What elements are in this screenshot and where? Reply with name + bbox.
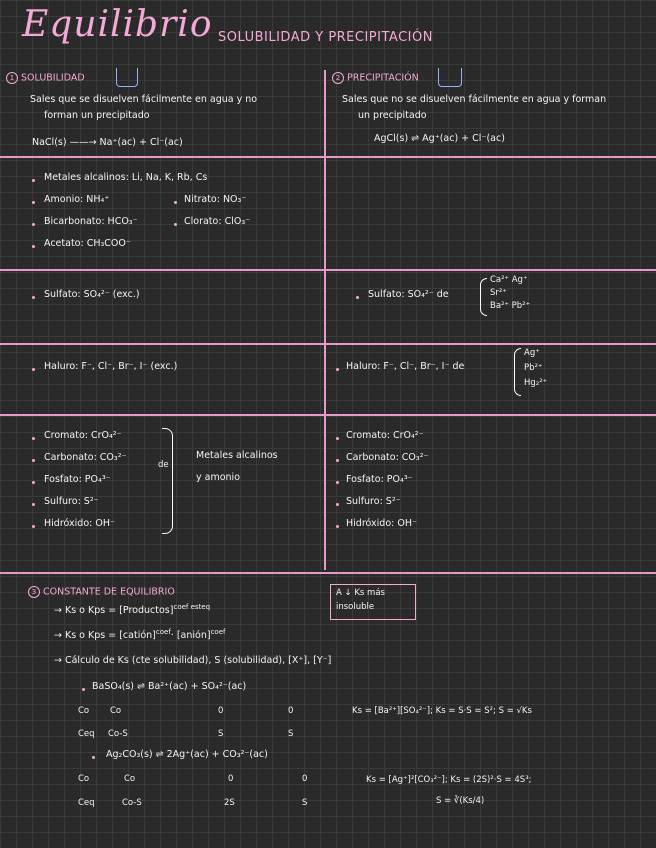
ceq-value-1: Co-S [108, 729, 128, 739]
bullet [32, 503, 35, 506]
note-line-2: insoluble [336, 602, 375, 612]
bullet [32, 201, 35, 204]
precipitacion-desc-2: un precipitado [358, 110, 427, 121]
divider-3 [0, 343, 656, 345]
note-line-1: A ↓ Ks más [336, 588, 385, 598]
zero-2a: 0 [228, 774, 234, 784]
ks-result-2: Ks = [Ag⁺]²[CO₃²⁻]; Ks = (2S)²·S = 4S³; [366, 775, 532, 785]
solubilidad-desc-2: forman un precipitado [44, 110, 150, 121]
section-number-2: 2 [332, 72, 344, 84]
haluro-ion-2: Pb²⁺ [524, 363, 543, 373]
zero-1a: 0 [218, 706, 224, 716]
y-amonio-label: y amonio [196, 472, 241, 483]
carbonato-right: Carbonato: CO₃²⁻ [346, 452, 429, 463]
metales-alcalinos: Metales alcalinos: Li, Na, K, Rb, Cs [44, 172, 208, 183]
bullet [336, 368, 339, 371]
group-bracket [162, 428, 173, 534]
acetato: Acetato: CH₃COO⁻ [44, 238, 131, 249]
co-label-1: Co [78, 706, 90, 716]
page-subtitle: SOLUBILIDAD Y PRECIPITACIÓN [218, 30, 433, 45]
beaker-dissolved-icon [116, 68, 138, 87]
sulfuro-right: Sulfuro: S²⁻ [346, 496, 401, 507]
sulfato-left: Sulfato: SO₄²⁻ (exc.) [44, 289, 140, 300]
sulfato-ions-3: Ba²⁺ Pb²⁺ [490, 301, 531, 311]
co-label-2: Co [78, 774, 90, 784]
bullet [32, 245, 35, 248]
two-s: 2S [224, 798, 235, 808]
clorato: Clorato: ClO₃⁻ [184, 216, 251, 227]
metales-alcalinos-label: Metales alcalinos [196, 450, 278, 461]
bullet [336, 503, 339, 506]
precipitacion-heading: 2 PRECIPITACIÓN [332, 72, 419, 84]
column-divider [324, 70, 326, 570]
bullet [32, 296, 35, 299]
bullet [174, 223, 177, 226]
ceq-label-2: Ceq [78, 798, 95, 808]
ceq-label-1: Ceq [78, 729, 95, 739]
constante-heading: 3 CONSTANTE DE EQUILIBRIO [28, 586, 175, 598]
co-value-1: Co [110, 706, 122, 716]
ks-result-1: Ks = [Ba²⁺][SO₄²⁻]; Ks = S·S = S²; S = √Ks [352, 706, 532, 716]
bullet [32, 525, 35, 528]
sulfato-ions-1: Ca²⁺ Ag⁺ [490, 275, 528, 285]
bullet [32, 223, 35, 226]
hidroxido-left: Hidróxido: OH⁻ [44, 518, 115, 529]
ks-formula-1: → Ks o Kps = [Productos]$^{coef esteq}$ [54, 603, 211, 617]
s-2b: S [302, 798, 308, 808]
bullet [82, 688, 85, 691]
s-1a: S [218, 729, 224, 739]
carbonato-left: Carbonato: CO₃²⁻ [44, 452, 127, 463]
solubilidad-equation: NaCl(s) ——→ Na⁺(ac) + Cl⁻(ac) [32, 137, 183, 148]
calculo-line: → Cálculo de Ks (cte solubilidad), S (solubilidad), [X⁺], [Y⁻] [54, 655, 332, 666]
page-title: Equilibrio [22, 4, 213, 45]
bullet [92, 756, 95, 759]
bullet [336, 481, 339, 484]
divider-5 [0, 572, 656, 574]
bullet [32, 437, 35, 440]
bullet [336, 459, 339, 462]
haluro-ion-3: Hg₂²⁺ [524, 378, 548, 388]
haluro-left: Haluro: F⁻, Cl⁻, Br⁻, I⁻ (exc.) [44, 361, 178, 372]
divider-4 [0, 414, 656, 416]
bullet [32, 459, 35, 462]
ion-bracket [480, 278, 487, 316]
bicarbonato: Bicarbonato: HCO₃⁻ [44, 216, 138, 227]
s-result-2: S = ∛(Ks/4) [436, 796, 485, 806]
nitrato: Nitrato: NO₃⁻ [184, 194, 247, 205]
sulfato-right: Sulfato: SO₄²⁻ de [368, 289, 449, 300]
reaction-ag2co3: Ag₂CO₃(s) ⇌ 2Ag⁺(ac) + CO₃²⁻(ac) [106, 749, 268, 760]
precipitacion-equation: AgCl(s) ⇌ Ag⁺(ac) + Cl⁻(ac) [374, 133, 505, 144]
ion-bracket [514, 348, 521, 396]
sulfuro-left: Sulfuro: S²⁻ [44, 496, 99, 507]
reaction-baso4: BaSO₄(s) ⇌ Ba²⁺(ac) + SO₄²⁻(ac) [92, 681, 247, 692]
s-1b: S [288, 729, 294, 739]
solubilidad-desc-1: Sales que se disuelven fácilmente en agua y no [30, 94, 258, 105]
haluro-right: Haluro: F⁻, Cl⁻, Br⁻, I⁻ de [346, 361, 465, 372]
amonio: Amonio: NH₄⁺ [44, 194, 110, 205]
bullet [32, 368, 35, 371]
zero-1b: 0 [288, 706, 294, 716]
section-number-1: 1 [6, 72, 18, 84]
precipitacion-desc-1: Sales que no se disuelven fácilmente en agua y forman [342, 94, 607, 105]
fosfato-left: Fosfato: PO₄³⁻ [44, 474, 111, 485]
cromato-right: Cromato: CrO₄²⁻ [346, 430, 424, 441]
de-label: de [158, 460, 169, 470]
bullet [356, 296, 359, 299]
bullet [32, 179, 35, 182]
bullet [32, 481, 35, 484]
divider-2 [0, 269, 656, 271]
ceq-value-2: Co-S [122, 798, 142, 808]
fosfato-right: Fosfato: PO₄³⁻ [346, 474, 413, 485]
ks-formula-2: → Ks o Kps = [catión]$^{coef}$· [anión]$^{coef}$ [54, 628, 226, 642]
divider-1 [0, 156, 656, 158]
sulfato-ions-2: Sr²⁺ [490, 288, 507, 298]
zero-2b: 0 [302, 774, 308, 784]
haluro-ion-1: Ag⁺ [524, 348, 540, 358]
co-value-2: Co [124, 774, 136, 784]
section-number-3: 3 [28, 586, 40, 598]
bullet [336, 437, 339, 440]
cromato-left: Cromato: CrO₄²⁻ [44, 430, 122, 441]
bullet [336, 525, 339, 528]
beaker-precipitate-icon [438, 68, 462, 87]
bullet [174, 201, 177, 204]
hidroxido-right: Hidróxido: OH⁻ [346, 518, 417, 529]
solubilidad-heading: 1 SOLUBILIDAD [6, 72, 85, 84]
